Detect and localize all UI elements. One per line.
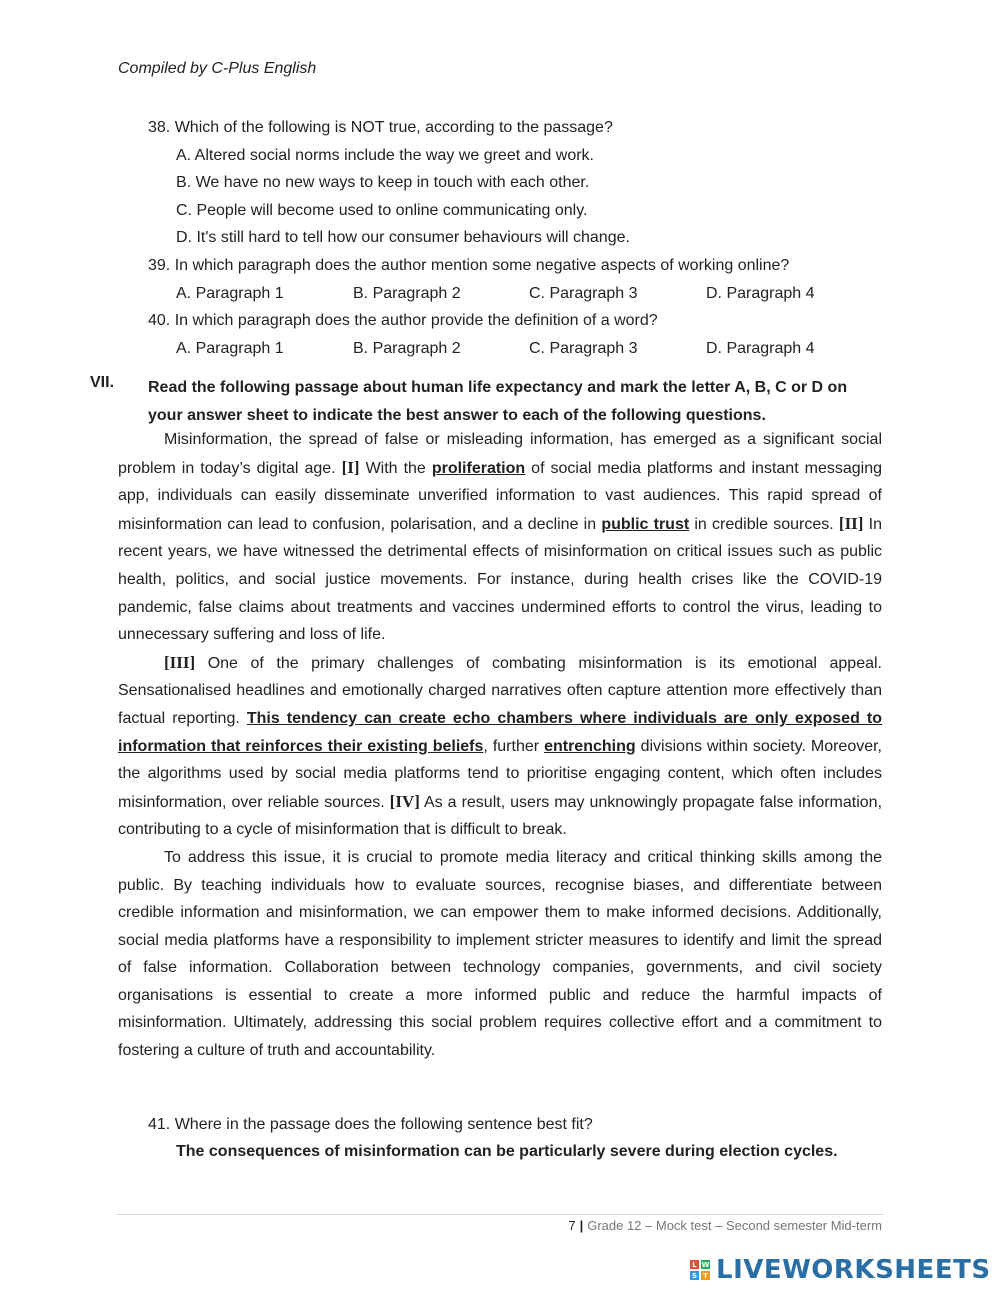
logo-cell-3: S [691,1271,698,1280]
logo-cell-4: T [701,1271,710,1280]
question-40: 40. In which paragraph does the author provide the definition of a word? [148,312,658,329]
question-38: 38. Which of the following is NOT true, according to the passage? [148,119,613,136]
q39-option-a[interactable]: A. Paragraph 1 [176,285,284,302]
marker-iv: [IV] [389,791,420,811]
q40-option-b[interactable]: B. Paragraph 2 [353,340,461,357]
passage-paragraph-2: [III] One of the primary challenges of combating misinformation is its emotional appeal. Sensationalised headlines and emotionally charged narratives often capture attention more effectively than factual reporting. This tendency can create echo chambers where individuals are only exposed to information that reinforces their existing beliefs, further entrenching divisions within society. Moreover, the algorithms used by social media platforms tend to prioritise engaging content, which often includes misinformation, over reliable sources. [IV] As a result, users may unknowingly propagate false information, contributing to a cycle of misinformation that is difficult to break. [118,652,883,839]
logo-text: LIVEWORKSHEETS [716,1255,991,1285]
q41-sentence: The consequences of misinformation can be particularly severe during election cycles. [176,1143,838,1160]
section-number: VII. [90,374,115,391]
q38-option-a[interactable]: A. Altered social norms include the way we greet and work. [176,147,594,164]
q39-option-c[interactable]: C. Paragraph 3 [529,285,638,302]
marker-ii: [II] [838,513,864,533]
page-number: 7 [568,1218,576,1233]
footer-text: Grade 12 – Mock test – Second semester Mid-term [587,1218,882,1233]
passage-paragraph-1: Misinformation, the spread of false or misleading information, has emerged as a significant social problem in today’s digital age. [I] With the proliferation of social media platforms and instant messaging app, individuals can easily disseminate unverified information to vast audiences. This rapid spread of misinformation can lead to confusion, polarisation, and a decline in public trust in credible sources. [II] In recent years, we have witnessed the detrimental effects of misinformation on critical issues such as public health, politics, and social justice movements. For instance, during health crises like the COVID-19 pandemic, false claims about treatments and vaccines undermined efforts to control the virus, leading to unnecessary suffering and loss of life. [118,431,883,644]
question-41: 41. Where in the passage does the following sentence best fit? [148,1116,593,1133]
q40-option-d[interactable]: D. Paragraph 4 [706,340,815,357]
logo-cell-1: L [690,1260,699,1269]
q40-option-c[interactable]: C. Paragraph 3 [529,340,638,357]
header-compiled-by: Compiled by C-Plus English [118,60,317,77]
q38-option-c[interactable]: C. People will become used to online communicating only. [176,202,588,219]
section-instructions: Read the following passage about human life expectancy and mark the letter A, B, C or D on your answer sheet to indicate the best answer to each of the following questions. [148,379,848,424]
q38-option-d[interactable]: D. It's still hard to tell how our consumer behaviours will change. [176,229,630,246]
marker-iii: [III] [164,652,196,672]
underlined-sentence-echo-chambers: This tendency can create echo chambers where individuals are only exposed to information that reinforces their existing beliefs [118,709,883,755]
q39-option-b[interactable]: B. Paragraph 2 [353,285,461,302]
underlined-word-entrenching: entrenching [544,737,636,755]
logo-cell-2: W [701,1260,710,1269]
question-39: 39. In which paragraph does the author mention some negative aspects of working online? [148,257,790,274]
q40-option-a[interactable]: A. Paragraph 1 [176,340,284,357]
underlined-phrase-public-trust: public trust [601,515,690,533]
q39-option-d[interactable]: D. Paragraph 4 [706,285,815,302]
marker-i: [I] [341,457,360,477]
footer-divider [116,1214,884,1215]
footer-separator: | [579,1218,584,1233]
underlined-word-proliferation: proliferation [431,459,526,477]
reading-passage [118,426,882,1065]
q38-option-b[interactable]: B. We have no new ways to keep in touch with each other. [176,174,590,191]
passage-paragraph-3: To address this issue, it is crucial to promote media literacy and critical thinking skills among the public. By teaching individuals how to evaluate sources, recognise biases, and differentiate between credible information and misinformation, we can empower them to make informed decisions. Additionally, social media platforms have a responsibility to implement stricter measures to identify and limit the spread of false information. Collaboration between technology companies, governments, and civil society organisations is essential to create a more informed public and reduce the harmful impacts of misinformation. Ultimately, addressing this social problem requires collective effort and a commitment to fostering a culture of truth and accountability. [118,848,882,1060]
page-footer [568,1218,882,1233]
logo-grid-icon [690,1260,710,1280]
liveworksheets-logo[interactable] [690,1252,991,1288]
